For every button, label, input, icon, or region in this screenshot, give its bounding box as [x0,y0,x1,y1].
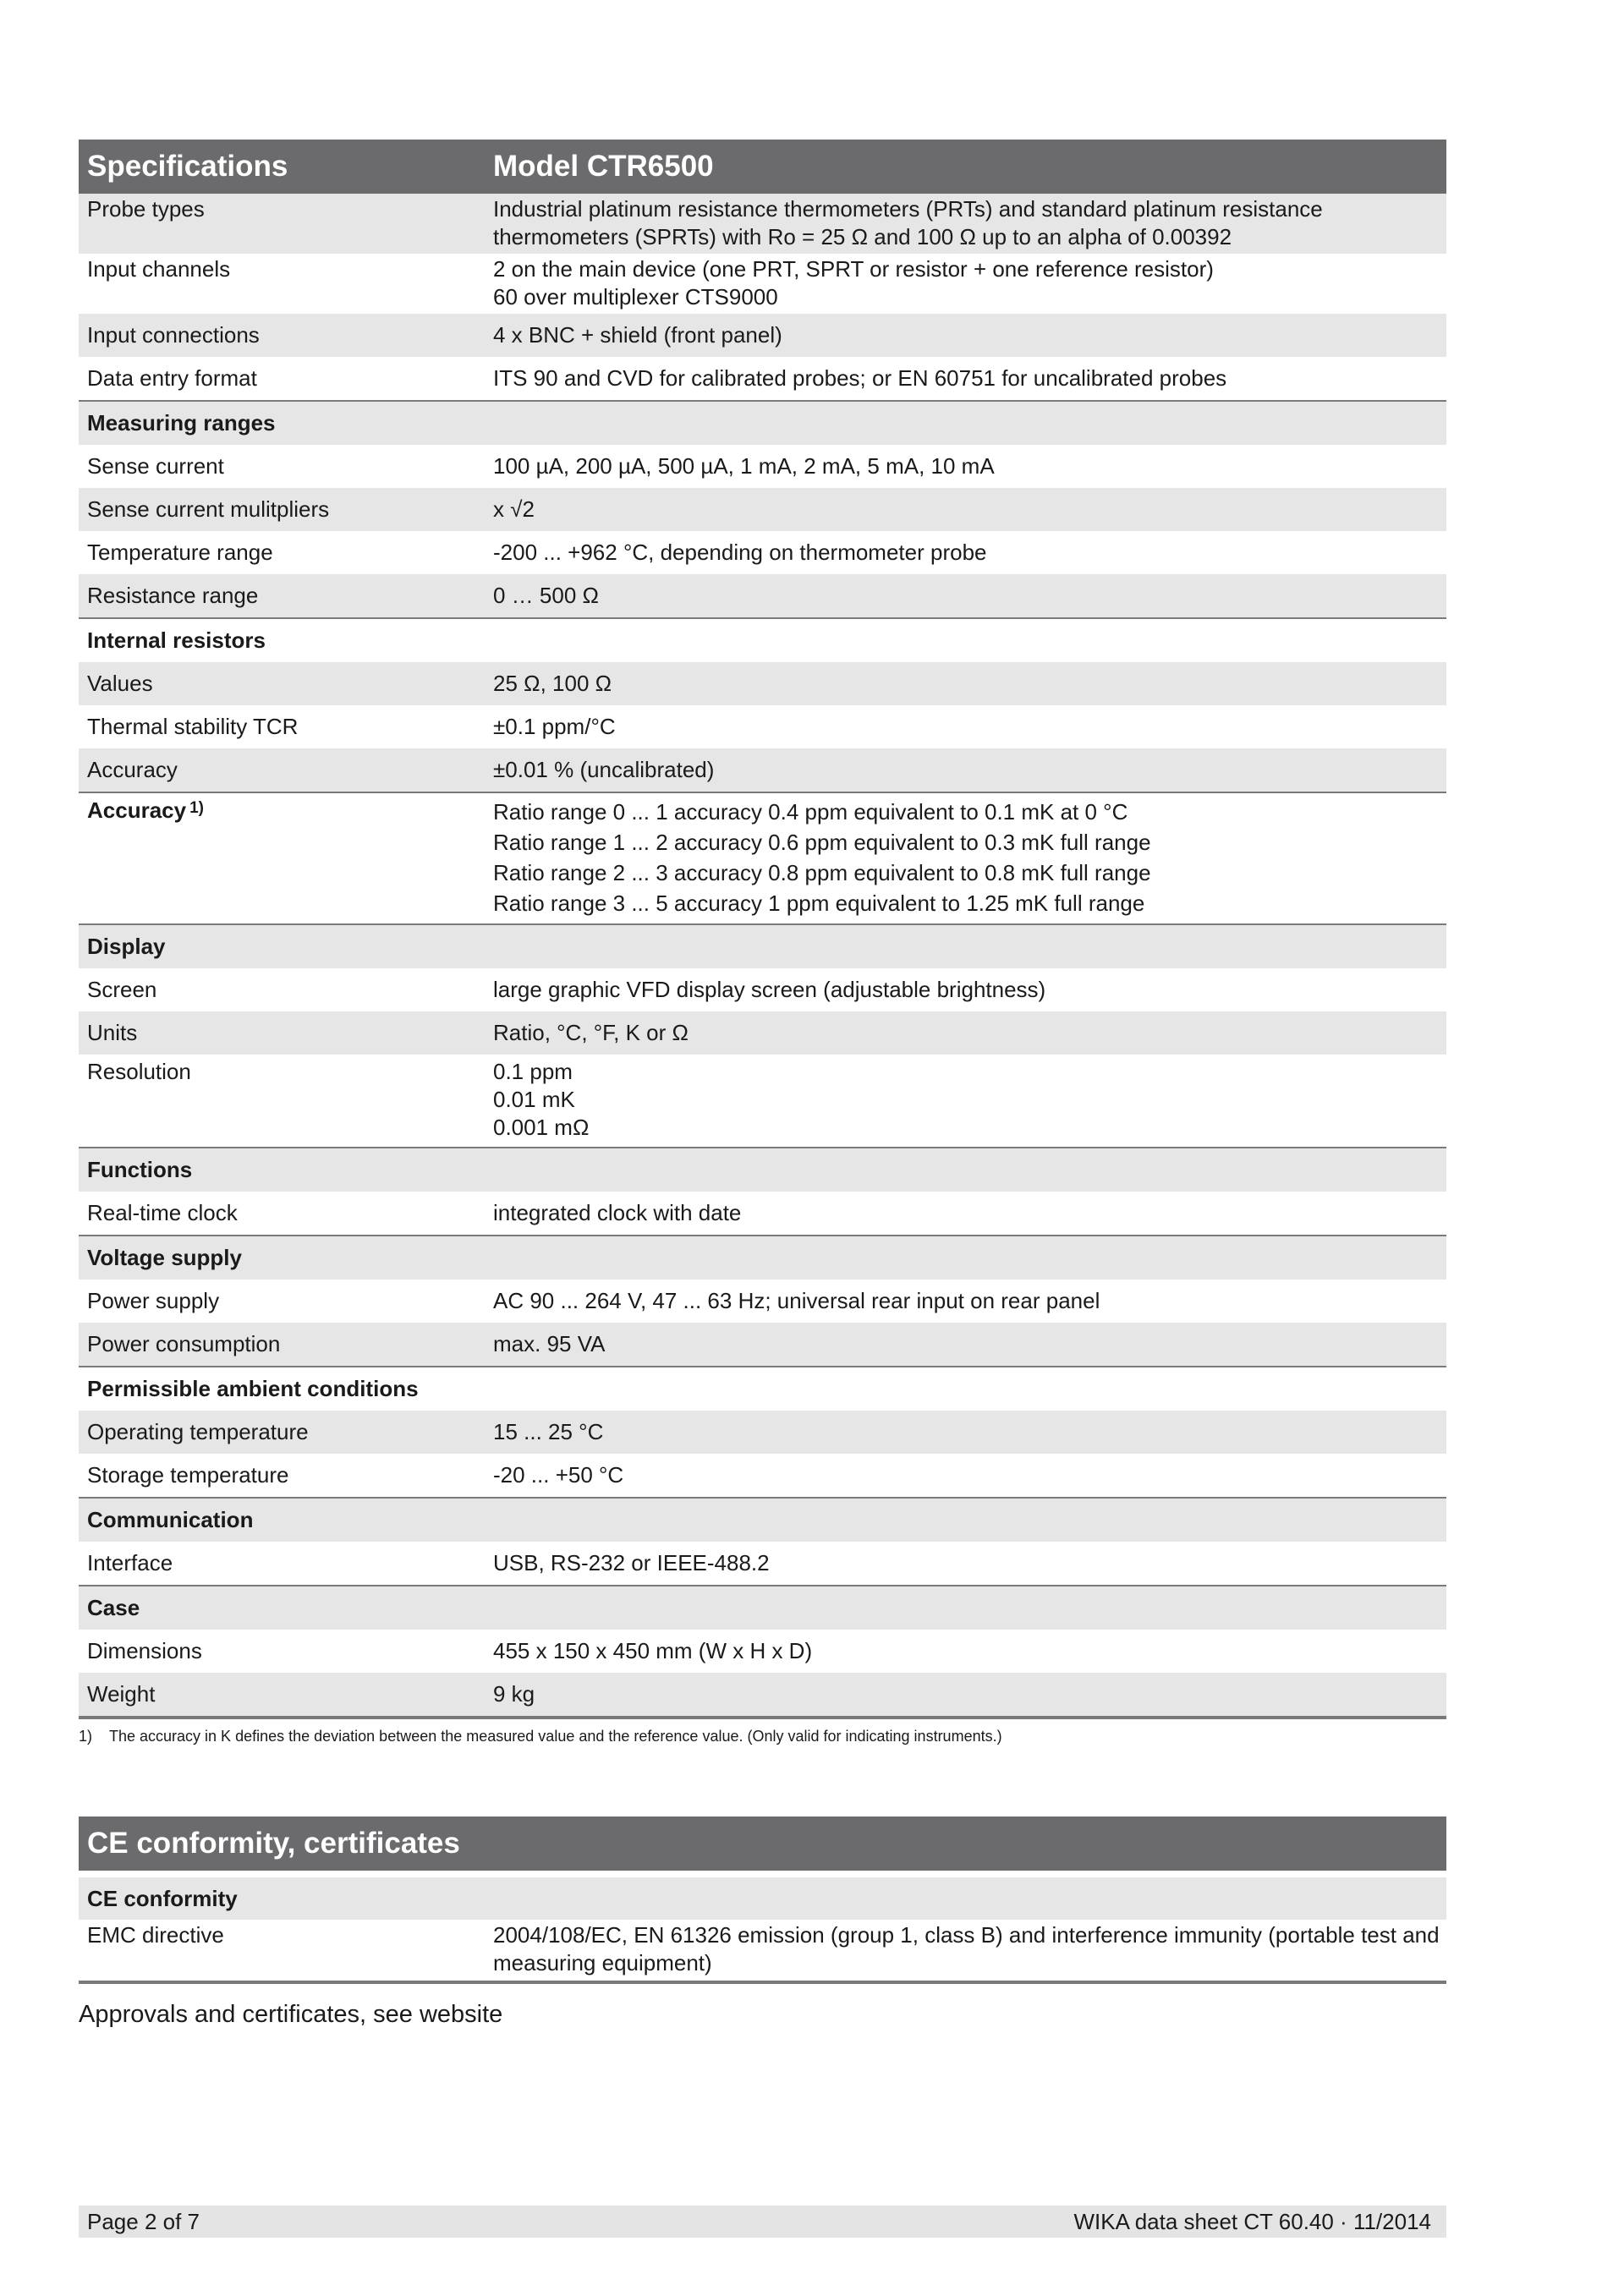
spec-value: 25 Ω, 100 Ω [493,671,612,696]
spec-label: EMC directive [87,1922,224,1948]
section-case [79,1585,1446,1630]
specifications-header [79,140,1446,194]
spec-row-sense-multipliers [79,488,1446,531]
accuracy-line: Ratio range 2 ... 3 accuracy 0.8 ppm equivalent to 0.8 mK full range [493,860,1151,885]
spec-row-operating-temperature [79,1411,1446,1454]
spec-row-probe-types [79,194,1446,254]
footnote-reference: 1) [189,799,204,817]
spec-value [493,1921,1446,1977]
spec-value: 9 kg [493,1681,535,1707]
spec-label: Resolution [87,1059,191,1084]
ce-header [79,1817,1446,1871]
spec-row-power-supply [79,1280,1446,1323]
section-title: CE conformity [87,1885,238,1911]
spec-label: Weight [87,1681,156,1707]
section-functions [79,1147,1446,1192]
spec-value-line: 60 over multiplexer CTS9000 [493,284,778,310]
section-internal-resistors [79,617,1446,662]
section-ambient-conditions [79,1366,1446,1411]
section-title: Communication [87,1507,254,1532]
spec-row-screen [79,968,1446,1011]
spec-row-sense-current [79,445,1446,488]
section-display [79,923,1446,968]
section-communication [79,1497,1446,1542]
spec-label: Values [87,671,153,696]
section-ce-conformity [79,1877,1446,1920]
section-measuring-ranges [79,400,1446,445]
section-title: Functions [87,1157,193,1182]
footnote-mark: 1) [79,1728,93,1745]
spec-value [493,1058,1446,1142]
spec-label: Screen [87,977,157,1002]
section-title: Internal resistors [87,627,266,653]
spec-row-input-channels [79,254,1446,314]
section-title: Voltage supply [87,1245,242,1270]
resolution-line: 0.001 mΩ [493,1115,590,1140]
spec-label: Probe types [87,196,205,222]
accuracy-line: Ratio range 0 ... 1 accuracy 0.4 ppm equivalent to 0.1 mK at 0 °C [493,799,1128,825]
footnote-text: The accuracy in K defines the deviation between the measured value and the reference value. (Only valid for indicating instruments.) [109,1728,1002,1745]
section-title: Measuring ranges [87,410,276,436]
spec-row-input-connections [79,314,1446,357]
spec-label: Accuracy [87,757,178,782]
section-voltage-supply [79,1235,1446,1280]
spec-label: Dimensions [87,1638,202,1663]
ce-section [79,1817,1446,2029]
spec-row-real-time-clock [79,1192,1446,1235]
section-title: Case [87,1595,140,1620]
spec-value: -20 ... +50 °C [493,1462,624,1488]
spec-label: Sense current [87,453,224,479]
spec-label: Power supply [87,1288,220,1313]
table-end-rule [79,1716,1446,1719]
spec-value: ±0.1 ppm/°C [493,714,616,739]
spec-label-accuracy [79,797,493,825]
spec-value: 0 … 500 Ω [493,583,599,608]
spec-row-interface [79,1542,1446,1585]
spec-value: 15 ... 25 °C [493,1419,604,1444]
spec-label: Storage temperature [87,1462,289,1488]
spec-label: Temperature range [87,540,273,565]
spec-value: AC 90 ... 264 V, 47 ... 63 Hz; universal rear input on rear panel [493,1288,1100,1313]
footnote [79,1728,1446,1745]
spec-value: -200 ... +962 °C, depending on thermometer probe [493,540,987,565]
spec-row-data-entry-format [79,357,1446,400]
spec-value: ITS 90 and CVD for calibrated probes; or EN 60751 for uncalibrated probes [493,365,1227,391]
section-title: Display [87,934,166,959]
spec-row-accuracy-internal [79,748,1446,792]
spec-row-units [79,1011,1446,1055]
spec-row-emc-directive [79,1920,1446,1981]
page-footer [79,2206,1446,2238]
resolution-line: 0.01 mK [493,1087,575,1112]
spec-label: Operating temperature [87,1419,309,1444]
ce-end-rule [79,1981,1446,1984]
spec-value: max. 95 VA [493,1331,606,1356]
spec-value-line: thermometers (SPRTs) with Ro = 25 Ω and 100 Ω up to an alpha of 0.00392 [493,224,1232,249]
spec-value [493,797,1446,918]
spec-row-temperature-range [79,531,1446,574]
resolution-line: 0.1 ppm [493,1059,573,1084]
spec-value-line: measuring equipment) [493,1950,712,1975]
spec-label: Sense current mulitpliers [87,496,330,522]
spec-label: Input connections [87,322,260,348]
spec-label: Thermal stability TCR [87,714,299,739]
approvals-note: Approvals and certificates, see website [79,2001,503,2028]
accuracy-line: Ratio range 1 ... 2 accuracy 0.6 ppm equivalent to 0.3 mK full range [493,830,1151,855]
spec-row-accuracy [79,792,1446,923]
spec-value: ±0.01 % (uncalibrated) [493,757,715,782]
model-title: Model CTR6500 [493,150,714,183]
spec-value [493,255,1446,311]
spec-row-resolution [79,1055,1446,1147]
accuracy-line: Ratio range 3 ... 5 accuracy 1 ppm equivalent to 1.25 mK full range [493,890,1145,916]
spec-row-power-consumption [79,1323,1446,1366]
spec-label: Units [87,1020,138,1045]
spec-label: Interface [87,1550,173,1575]
spec-value-line: Industrial platinum resistance thermometers (PRTs) and standard platinum resistance [493,196,1323,222]
spec-row-resistance-range [79,574,1446,617]
accuracy-label: Accuracy [87,797,187,823]
spec-value: 100 µA, 200 µA, 500 µA, 1 mA, 2 mA, 5 mA, 10 mA [493,453,995,479]
spec-value: large graphic VFD display screen (adjustable brightness) [493,977,1046,1002]
spec-label: Real-time clock [87,1200,238,1225]
spec-value-line: 2 on the main device (one PRT, SPRT or resistor + one reference resistor) [493,256,1214,282]
spec-row-values [79,662,1446,705]
section-title: Permissible ambient conditions [87,1376,419,1401]
spec-label: Power consumption [87,1331,281,1356]
spec-label: Input channels [87,256,231,282]
spec-value-line: 2004/108/EC, EN 61326 emission (group 1, class B) and interference immunity (portable test and [493,1922,1440,1948]
page-number: Page 2 of 7 [87,2208,200,2234]
spec-value: 455 x 150 x 450 mm (W x H x D) [493,1638,813,1663]
datasheet-reference: WIKA data sheet CT 60.40 · 11/2014 [1073,2208,1431,2234]
spec-value: Ratio, °C, °F, K or Ω [493,1020,689,1045]
spec-label: Data entry format [87,365,257,391]
spec-row-weight [79,1673,1446,1716]
spec-value [493,195,1446,251]
datasheet-page [79,140,1446,2029]
spec-row-storage-temperature [79,1454,1446,1497]
spec-label: Resistance range [87,583,259,608]
spec-value: 4 x BNC + shield (front panel) [493,322,782,348]
spec-row-dimensions [79,1630,1446,1673]
ce-title: CE conformity, certificates [87,1827,460,1860]
spec-value: x √2 [493,496,535,522]
spec-value: USB, RS-232 or IEEE-488.2 [493,1550,770,1575]
specifications-title: Specifications [87,150,288,183]
spec-value: integrated clock with date [493,1200,742,1225]
spec-row-thermal-stability [79,705,1446,748]
